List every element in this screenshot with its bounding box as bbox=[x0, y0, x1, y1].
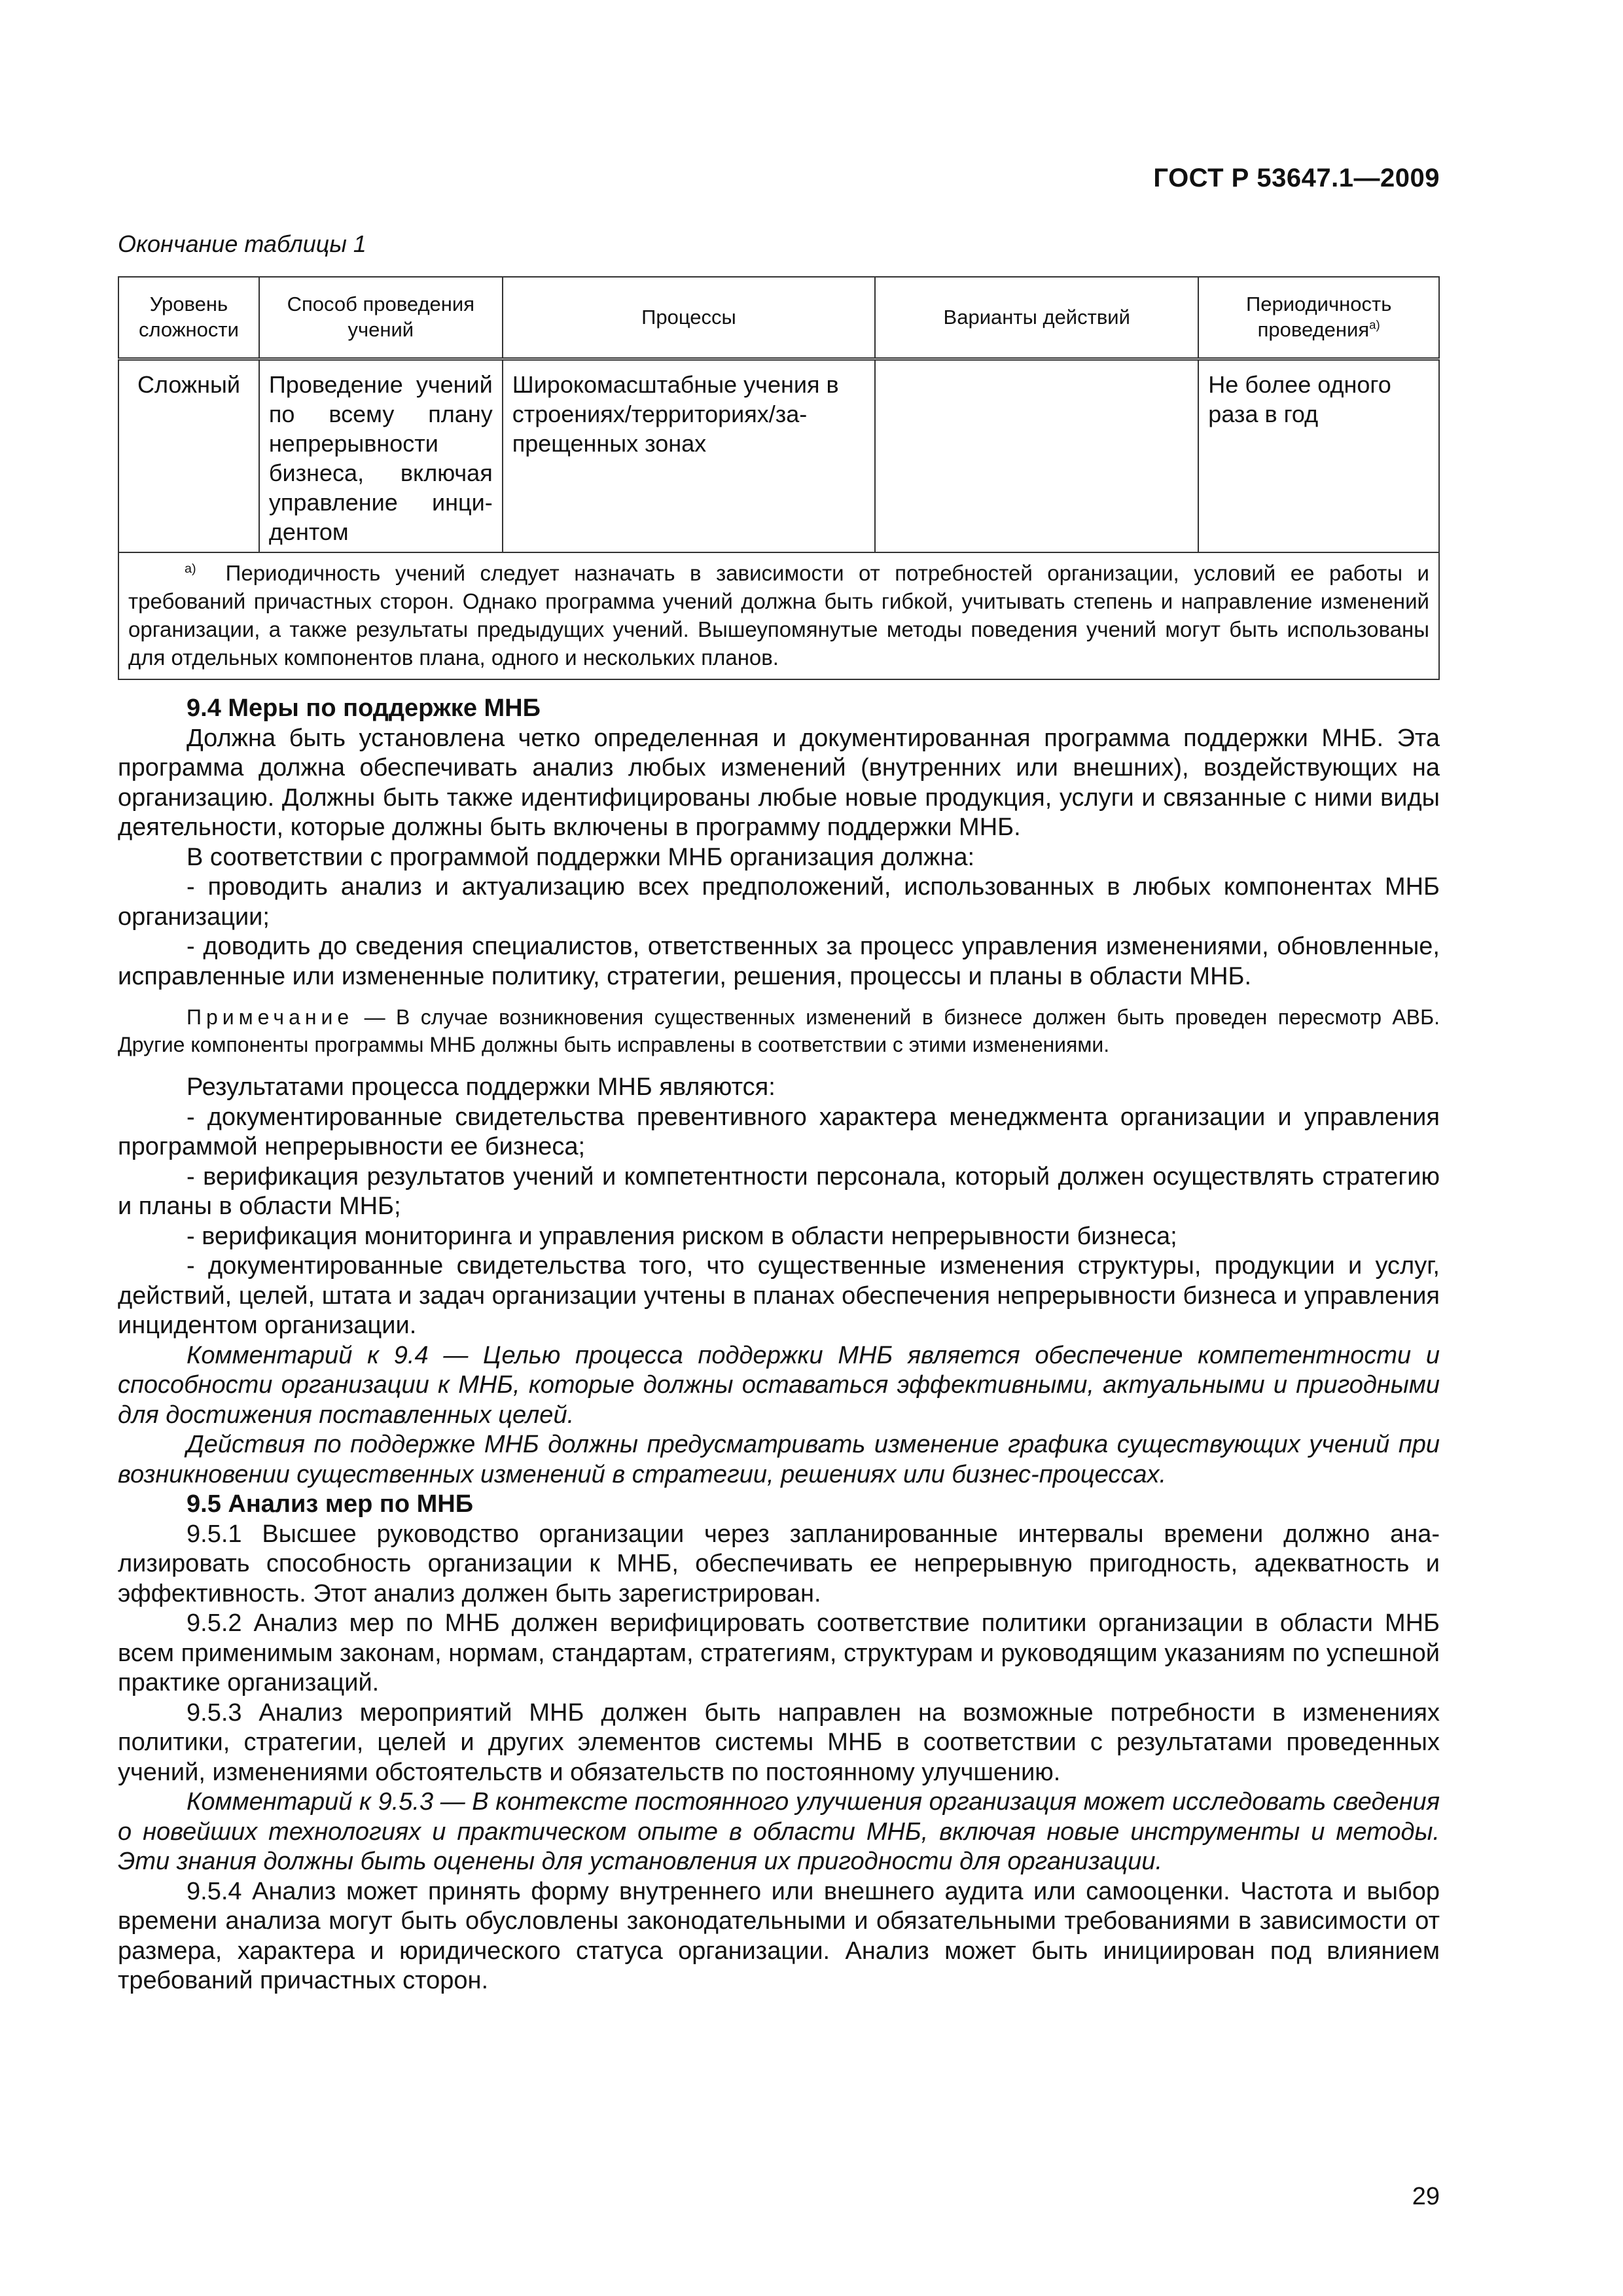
standard-designation: ГОСТ Р 53647.1—2009 bbox=[1153, 164, 1440, 192]
table-row bbox=[118, 359, 1439, 553]
column-header-method: Способ проведения учений bbox=[259, 277, 503, 359]
paragraph: 9.5.4 Анализ может принять форму внутреннего или внешнего аудита или самооценки. Частота и выбор времени анализа могут быть обусловлены законодательными и обязательными требованиями в зависимости от размера, характера и юридического статуса организации. Анализ может быть инициирован под влиянием требований причастных сторон. bbox=[118, 1877, 1440, 1994]
table-footnote-row bbox=[118, 552, 1439, 679]
comment: Комментарий к 9.5.3 — В контексте постоянного улучшения организация может исследовать сведения о новейших технологиях и практическом опыте в области МНБ, включая новые инструменты и методы. Эти знания должны быть оценены для установления их пригодности для организации. bbox=[118, 1788, 1440, 1875]
footnote-mark: а) bbox=[185, 562, 196, 576]
list-item: - доводить до сведения специалистов, ответственных за процесс управления изменениями, обновленные, исправленные или измененные политику, стратегии, решения, процессы и планы в области МНБ. bbox=[118, 933, 1440, 990]
footnote-reference: а) bbox=[1369, 317, 1380, 332]
note-text: — В случае возникновения существенных изменений в бизнесе должен быть проведен пересмотр АВБ. Другие компоненты программы МНБ должны быть исправлены в соответствии с этими изменениями. bbox=[118, 1005, 1440, 1056]
cell-processes: Широкомасштабные учения в строениях/территориях/запрещенных зонах bbox=[503, 359, 875, 553]
section-heading-9-5: 9.5 Анализ мер по МНБ bbox=[187, 1490, 474, 1518]
paragraph: Результатами процесса поддержки МНБ являются: bbox=[187, 1073, 776, 1101]
paragraph: 9.5.2 Анализ мер по МНБ должен верифицировать соответствие политики организации в области МНБ всем применимым законам, нормам, стандартам, стратегиям, структурам и руководящим указаниям по успешной практике организаций. bbox=[118, 1609, 1440, 1696]
column-header-processes: Процессы bbox=[503, 277, 875, 359]
cell-actions bbox=[875, 359, 1198, 553]
table-header-row bbox=[118, 277, 1439, 359]
paragraph: Должна быть установлена четко определенная и документированная программа поддержки МНБ. Эта программа должна обеспечивать анализ любых изменений (внутренних или внешних), воздействующих на организацию. Должны быть также идентифицированы любые новые продукция, услуги и связанные с ними виды деятельности, которые должны быть включены в программу поддержки МНБ. bbox=[118, 724, 1440, 841]
note-label: Примечание bbox=[187, 1005, 354, 1029]
list-item: - верификация мониторинга и управления риском в области непрерывности бизнеса; bbox=[187, 1222, 1177, 1250]
paragraph: 9.5.3 Анализ мероприятий МНБ должен быть направлен на возможные потребности в изменениях политики, стратегии, целей и других элементов системы МНБ в соответствии с результатами проведенных учений, изменениями обстоятельств и обязательств по постоянному улучшению. bbox=[118, 1698, 1440, 1786]
column-header-level: Уровень сложности bbox=[118, 277, 259, 359]
paragraph: 9.5.1 Высшее руководство организации через запланированные интервалы времени должно анализировать способность организации к МНБ, обеспечивать ее непрерывную пригодность, адекватность и эффективность. Этот анализ должен быть зарегистрирован. bbox=[118, 1520, 1440, 1607]
table-1 bbox=[118, 276, 1440, 680]
list-item: - документированные свидетельства того, что существенные изменения структуры, продукции и услуг, действий, целей, штата и задач организации учтены в планах обеспечения непрерывности бизнеса и управления инцидентом организации. bbox=[118, 1252, 1440, 1339]
column-header-actions: Варианты действий bbox=[875, 277, 1198, 359]
section-heading-9-4: 9.4 Меры по поддержке МНБ bbox=[187, 694, 541, 722]
column-header-periodicity-text: Периодичность проведения bbox=[1245, 293, 1392, 341]
footnote-text: Периодичность учений следует назначать в зависимости от потребностей организации, условий ее работы и требований причастных сторон. Однако программа учений должна быть гибкой, учитывать степень и направление изменений организации, а также результаты предыдущих учений. Вышеупомянутые методы поведения учений могут быть использованы для отдельных компонентов плана, одного и нескольких планов. bbox=[128, 561, 1429, 670]
cell-periodicity: Не более одного раза в год bbox=[1198, 359, 1439, 553]
note bbox=[118, 1003, 1440, 1058]
comment: Действия по поддержке МНБ должны предусматривать изменение графика существующих учений при возникновении существенных изменений в стратегии, решениях или бизнес-процессах. bbox=[118, 1431, 1440, 1488]
column-header-periodicity bbox=[1198, 277, 1439, 359]
page-number: 29 bbox=[1412, 2183, 1440, 2210]
comment: Комментарий к 9.4 — Целью процесса поддержки МНБ является обеспечение компетентности и способности организации к МНБ, которые должны оставаться эффективными, актуальными и пригодными для достижения поставленных целей. bbox=[118, 1341, 1440, 1429]
list-item: - документированные свидетельства превентивного характера менеджмента организации и управления программой непрерывности ее бизнеса; bbox=[118, 1103, 1440, 1160]
paragraph: В соответствии с программой поддержки МНБ организация должна: bbox=[187, 843, 975, 871]
cell-method: Проведение учений по всему плану непрерывности бизнеса, включая управление инцидентом bbox=[259, 359, 503, 553]
list-item: - верификация результатов учений и компетентности персонала, который должен осуществлять стратегию и планы в области МНБ; bbox=[118, 1162, 1440, 1220]
table-footnote bbox=[118, 552, 1439, 679]
table-caption: Окончание таблицы 1 bbox=[118, 230, 366, 257]
list-item: - проводить анализ и актуализацию всех предположений, использованных в любых компонентах МНБ организации; bbox=[118, 873, 1440, 931]
body-text bbox=[118, 694, 1440, 1996]
cell-level: Сложный bbox=[118, 359, 259, 553]
